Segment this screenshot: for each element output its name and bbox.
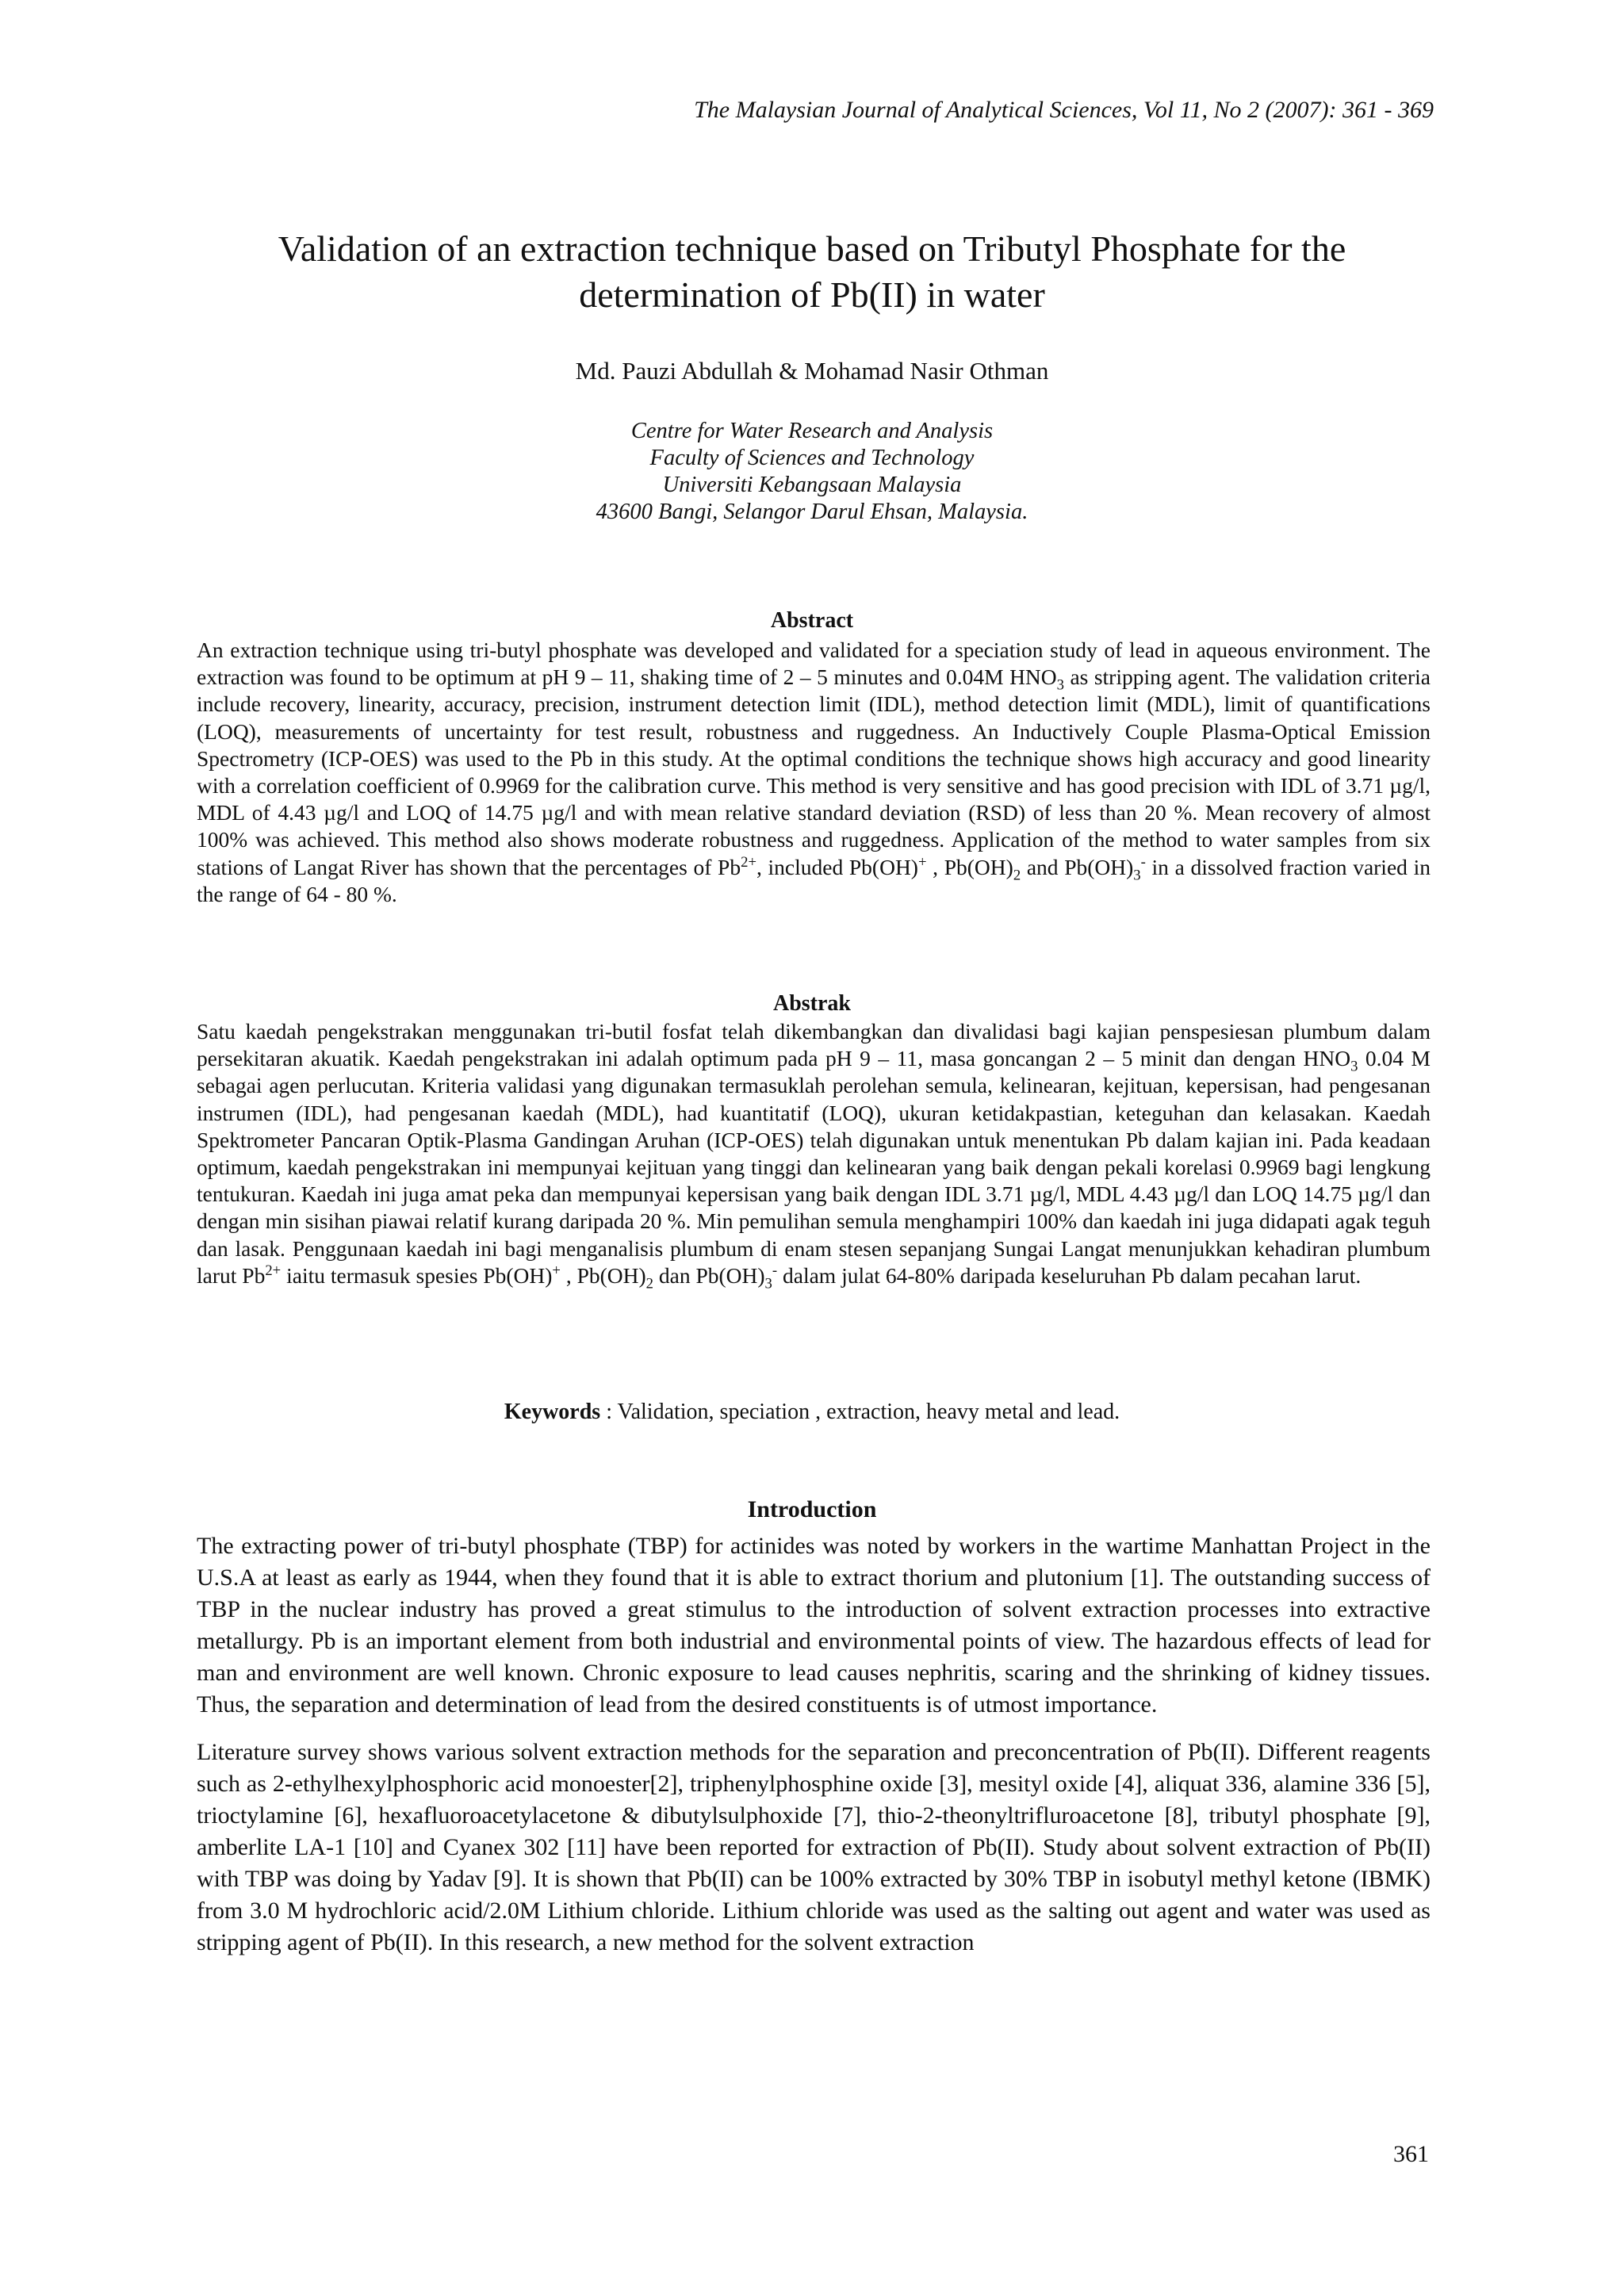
abstract-text: in a dissolved fraction varied in the range of 64 - 80 %. xyxy=(197,854,1431,906)
subscript: 3 xyxy=(1350,1058,1358,1075)
abstract-text: , included Pb(OH) xyxy=(756,854,918,879)
subscript: 3 xyxy=(1133,867,1141,884)
abstract-text: An extraction technique using tri-butyl phosphate was developed and validated for a speciation study of lead in aqueous environment. The extraction was found to be optimum at pH 9 – 11, shaking time of 2 – 5 minutes and 0.04M HNO xyxy=(197,638,1431,690)
abstract-text: and Pb(OH) xyxy=(1021,854,1134,879)
abstrak-text: Satu kaedah pengekstrakan menggunakan tri-butil fosfat telah dikembangkan dan divalidasi bagi kajian penspesiesan plumbum dalam persekitaran akuatik. Kaedah pengekstrakan ini adalah optimum pada pH 9 – 11, masa goncangan 2 – 5 minit dan dengan HNO xyxy=(197,1019,1431,1071)
keywords-label: Keywords xyxy=(504,1400,601,1424)
page-number: 361 xyxy=(1393,2141,1429,2167)
superscript: 2+ xyxy=(265,1262,282,1279)
superscript: + xyxy=(917,853,927,871)
abstract-text: , Pb(OH) xyxy=(926,854,1013,879)
paper-title xyxy=(206,226,1418,318)
abstract-heading: Abstract xyxy=(770,608,854,633)
abstract-body xyxy=(197,637,1431,908)
abstrak-text: , Pb(OH) xyxy=(560,1262,646,1288)
subscript: 2 xyxy=(1013,867,1021,884)
introduction-paragraph-1: The extracting power of tri-butyl phosphate (TBP) for actinides was noted by workers in the wartime Manhattan Project in the U.S.A at least as early as 1944, when they found that it is able to extract thorium and plutonium [1]. The outstanding success of TBP in the nuclear industry has proved a great stimulus to the introduction of solvent extraction processes into extractive metallurgy. Pb is an important element from both industrial and environmental points of view. The hazardous effects of lead for man and environment are well known. Chronic exposure to lead causes nephritis, scaring and the shrinking of kidney tissues. Thus, the separation and determination of lead from the desired constituents is of utmost importance. xyxy=(197,1533,1431,1718)
superscript: - xyxy=(772,1262,778,1279)
affiliation-line: Universiti Kebangsaan Malaysia xyxy=(662,473,962,497)
abstrak-text: dalam julat 64-80% daripada keseluruhan Pb dalam pecahan larut. xyxy=(777,1262,1362,1288)
abstract-text: as stripping agent. The validation criteria include recovery, linearity, accuracy, precision, instrument detection limit (IDL), method detection limit (MDL), limit of quantifications (LOQ), measurements of uncertainty for test result, robustness and ruggedness. An Inductively Couple Plasma-Optical Emission Spectrometry (ICP-OES) was used to the Pb in this study. At the optimal conditions the technique shows high accuracy and good linearity with a correlation coefficient of 0.9969 for the calibration curve. This method is very sensitive and has good precision with IDL of 3.71 µg/l, MDL of 4.43 µg/l and LOQ of 14.75 µg/l and with mean relative standard deviation (RSD) of less than 20 %. Mean recovery of almost 100% was achieved. This method also shows moderate robustness and ruggedness. Application of the method to water samples from six stations of Langat River has shown that the percentages of Pb xyxy=(197,664,1431,879)
superscript: + xyxy=(552,1262,561,1279)
abstrak-text: dan Pb(OH) xyxy=(653,1262,765,1288)
abstrak-heading: Abstrak xyxy=(772,991,851,1016)
subscript: 3 xyxy=(764,1275,772,1293)
abstrak-text: 0.04 M sebagai agen perlucutan. Kriteria validasi yang digunakan termasuklah perolehan semula, kelinearan, kejituan, kepersisan, had pengesanan instrumen (IDL), had pengesanan kaedah (MDL), had kuantitatif (LOQ), ukuran ketidakpastian, keteguhan dan kelasakan. Kaedah Spektrometer Pancaran Optik-Plasma Gandingan Aruhan (ICP-OES) telah digunakan untuk menentukan Pb dalam kajian ini. Pada keadaan optimum, kaedah pengekstrakan ini mempunyai kejituan yang tinggi dan kelinearan yang baik dengan pekali korelasi 0.9969 bagi lengkung tentukuran. Kaedah ini juga amat peka dan mempunyai kepersisan yang baik dengan IDL 3.71 µg/l, MDL 4.43 µg/l dan LOQ 14.75 µg/l dan dengan min sisihan piawai relatif kurang daripada 20 %. Min pemulihan semula menghampiri 100% dan kaedah ini juga didapati agak teguh dan lasak. Penggunaan kaedah ini bagi menganalisis plumbum di enam stesen sepanjang Sungai Langat menunjukkan kehadiran plumbum larut Pb xyxy=(197,1046,1431,1288)
keywords xyxy=(0,1400,1624,1425)
subscript: 2 xyxy=(645,1275,653,1293)
subscript: 3 xyxy=(1056,676,1064,694)
abstrak-body xyxy=(197,1018,1431,1293)
introduction-body xyxy=(197,1530,1431,1959)
affiliation-line: 43600 Bangi, Selangor Darul Ehsan, Malaysia. xyxy=(596,500,1028,524)
title-line-2: determination of Pb(II) in water xyxy=(579,274,1045,315)
affiliation xyxy=(0,418,1624,526)
introduction-paragraph-2: Literature survey shows various solvent extraction methods for the separation and preconcentration of Pb(II). Different reagents such as 2-ethylhexylphosphoric acid monoester[2], triphenylphosphine oxide [3], mesityl oxide [4], aliquat 336, alamine 336 [5], trioctylamine [6], hexafluoroacetylacetone & dibutylsulphoxide [7], thio-2-theonyltrifluroacetone [8], tributyl phosphate [9], amberlite LA-1 [10] and Cyanex 302 [11] have been reported for extraction of Pb(II). Study about solvent extraction of Pb(II) with TBP was doing by Yadav [9]. It is shown that Pb(II) can be 100% extracted by 30% TBP in isobutyl methyl ketone (IBMK) from 3.0 M hydrochloric acid/2.0M Lithium chloride. Lithium chloride was used as the salting out agent and water was used as stripping agent of Pb(II). In this research, a new method for the solvent extraction xyxy=(197,1739,1431,1955)
superscript: - xyxy=(1140,853,1146,871)
affiliation-line: Faculty of Sciences and Technology xyxy=(649,446,975,470)
running-head: The Malaysian Journal of Analytical Sciences, Vol 11, No 2 (2007): 361 - 369 xyxy=(694,97,1434,123)
authors: Md. Pauzi Abdullah & Mohamad Nasir Othman xyxy=(575,357,1049,385)
title-line-1: Validation of an extraction technique based on Tributyl Phosphate for the xyxy=(278,228,1346,269)
introduction-heading: Introduction xyxy=(747,1496,877,1522)
abstrak-text: iaitu termasuk spesies Pb(OH) xyxy=(281,1262,553,1288)
keywords-text: : Validation, speciation , extraction, heavy metal and lead. xyxy=(600,1400,1120,1424)
affiliation-line: Centre for Water Research and Analysis xyxy=(630,419,994,443)
superscript: 2+ xyxy=(741,853,756,871)
